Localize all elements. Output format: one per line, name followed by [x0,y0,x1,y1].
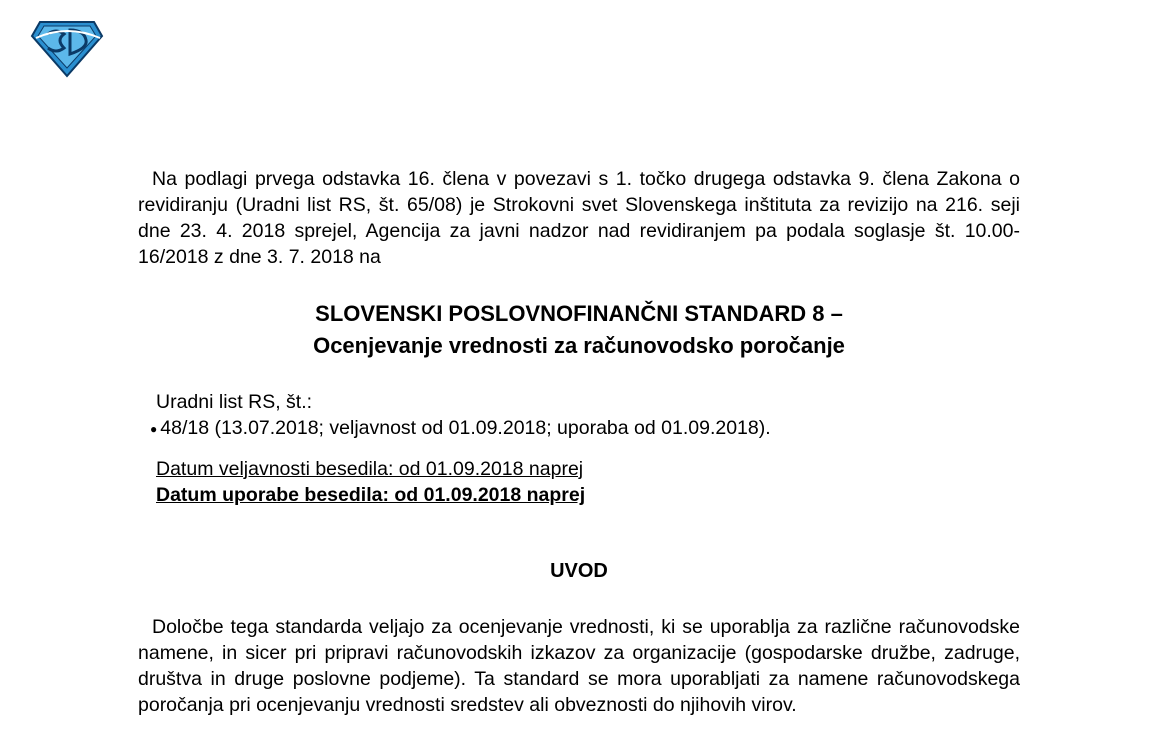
document-title [138,298,1020,362]
intro-paragraph-text: Na podlagi prvega odstavka 16. člena v povezavi s 1. točko drugega odstavka 9. člena Zakona o revidiranju (Uradni list RS, št. 65/08) je Strokovni svet Slovenskega inštituta za revizijo na 216. seji dne 23. 4. 2018 sprejel, Agencija za javni nadzor nad revidiranjem pa podala soglasje št. 10.00-16/2018 z dne 3. 7. 2018 na [138,168,1020,268]
application-date: Datum uporabe besedila: od 01.09.2018 naprej [156,484,586,506]
title-line-1: SLOVENSKI POSLOVNOFINANČNI STANDARD 8 – [315,301,843,326]
bullet-icon: ● [150,421,158,436]
gazette-entry [150,415,771,442]
gazette-label: Uradni list RS, št.: [156,391,313,413]
body-paragraph-text: Določbe tega standarda veljajo za ocenjevanje vrednosti, ki se uporablja za različne računovodske namene, in sicer pri pripravi računovodskih izkazov za organizacije (gospodarske družbe, zadruge, društva in druge poslovne podjeme). Ta standard se mora uporabljati za namene računovodskega poročanja pri ocenjevanju vrednosti sredstev ali obveznosti do njihovih virov. [138,616,1020,716]
section-heading: UVOD [550,560,608,582]
intro-paragraph [138,166,1020,270]
gazette-entry-text: 48/18 (13.07.2018; veljavnost od 01.09.2018; uporaba od 01.09.2018). [160,417,771,439]
text-dates [156,456,585,508]
validity-date: Datum veljavnosti besedila: od 01.09.2018 naprej [156,458,584,480]
body-paragraph [138,614,1020,718]
sd-logo-icon [30,18,104,78]
title-line-2: Ocenjevanje vrednosti za računovodsko poročanje [313,333,845,358]
